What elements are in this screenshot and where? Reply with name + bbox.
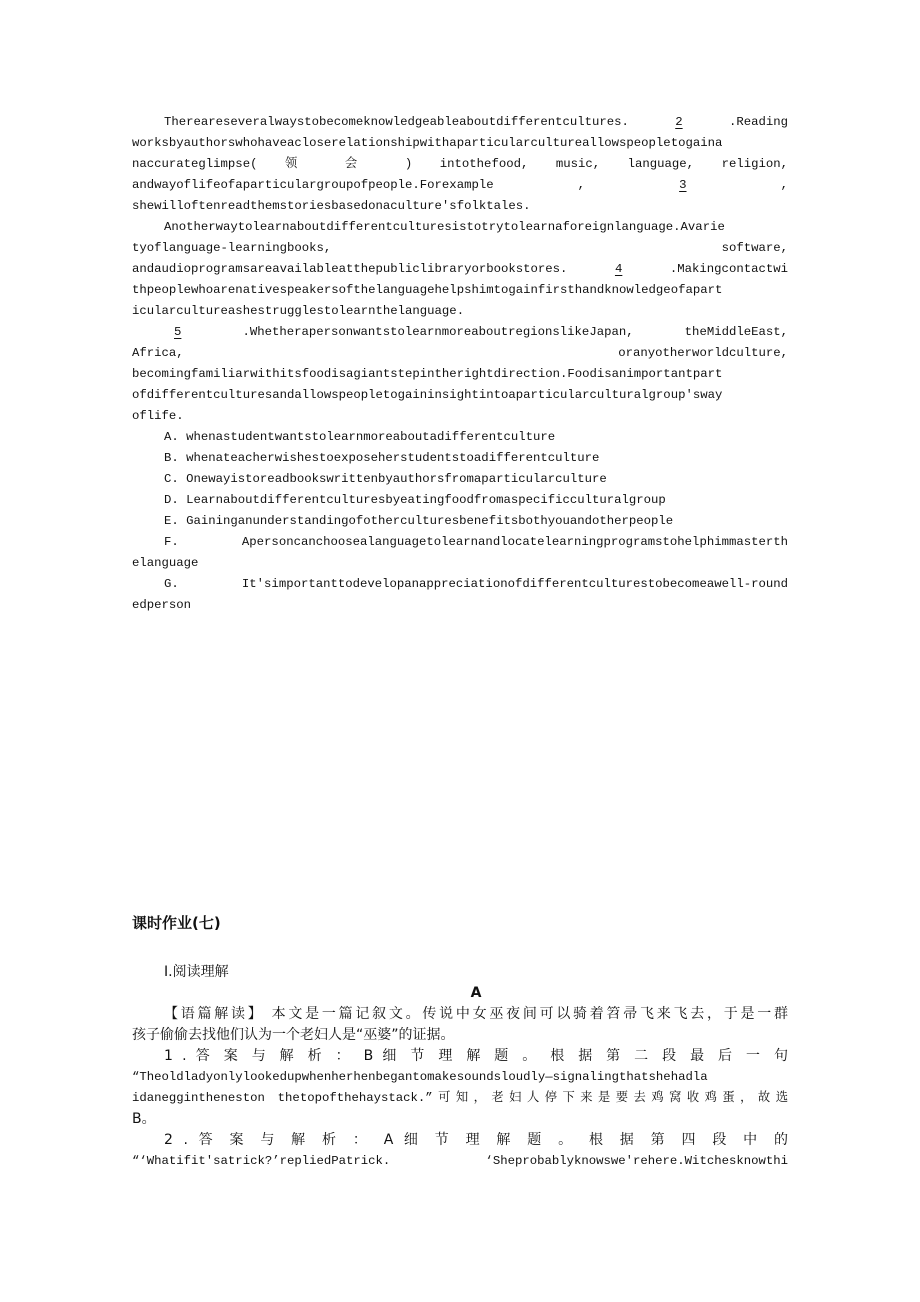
text-segment: “‘Whatifit'satrick?’repliedPatrick. ‘Sheprobablyknowswe'rehere.Witchesknowthi bbox=[132, 1154, 788, 1168]
text-segment: G. It'simportanttodevelopanappreciationofdifferentculturestobecomeawell-round bbox=[164, 577, 788, 591]
text-segment: B. whenateacherwishestoexposeherstudentstoadifferentculture bbox=[164, 451, 600, 465]
text-segment: shewilloftenreadthemstoriesbasedonaculture'sfolktales. bbox=[132, 199, 531, 213]
passage-line bbox=[132, 154, 788, 175]
passage-line bbox=[132, 259, 788, 280]
answer-line bbox=[164, 962, 788, 983]
answer-line bbox=[164, 1046, 788, 1067]
option-line bbox=[132, 595, 788, 616]
text-segment: icularcultureashestrugglestolearnthelanguage. bbox=[132, 304, 465, 318]
option-line bbox=[164, 574, 788, 595]
text-segment: C. Onewayistoreadbookswrittenbyauthorsfromaparticularculture bbox=[164, 472, 607, 486]
text-segment: becomingfamiliarwithitsfoodisagiantstepintherightdirection.Foodisanimportantpart bbox=[132, 367, 723, 381]
passage-line bbox=[164, 112, 788, 133]
text-segment: naccurateglimpse( 领 会 ) intothefood, music, language, religion, bbox=[132, 157, 788, 171]
text-segment: 【语篇解读】 本文是一篇记叙文。传说中女巫夜间可以骑着笤帚飞来飞去，于是一群 bbox=[164, 1006, 788, 1022]
passage-line bbox=[132, 343, 788, 364]
text-segment: thpeoplewhoarenativespeakersofthelanguagehelpshimtogainfirsthandknowledgeofapart bbox=[132, 283, 723, 297]
text-segment: andaudioprogramsareavailableatthepubliclibraryorbookstores. bbox=[132, 262, 568, 276]
text-segment: 孩子偷偷去找他们认为一个老妇人是“巫婆”的证据。 bbox=[132, 1027, 455, 1043]
text-segment: D. Learnaboutdifferentculturesbyeatingfoodfromaspecificculturalgroup bbox=[164, 493, 666, 507]
answer-line bbox=[164, 1004, 788, 1025]
text-segment: tyoflanguage-learningbooks, software, bbox=[132, 241, 788, 255]
text-segment: , bbox=[780, 178, 788, 192]
text-segment: ofdifferentculturesandallowspeopletogaininsightintoaparticularculturalgroup'sway bbox=[132, 388, 723, 402]
text-segment: elanguage bbox=[132, 556, 199, 570]
passage-line bbox=[132, 301, 788, 322]
answer-line bbox=[132, 1088, 788, 1109]
blank-number: 3 bbox=[679, 178, 687, 192]
text-segment: Ⅰ.阅读理解 bbox=[164, 964, 229, 980]
answer-line bbox=[164, 1130, 788, 1151]
text-segment: Thereareseveralwaystobecomeknowledgeableaboutdifferentcultures. bbox=[164, 115, 629, 129]
option-line bbox=[164, 511, 788, 532]
text-segment: edperson bbox=[132, 598, 192, 612]
text-segment: F. Apersoncanchoosealanguagetolearnandlocatelearningprogramstohelphimmasterth bbox=[164, 535, 788, 549]
option-line bbox=[164, 532, 788, 553]
text-segment: .WhetherapersonwantstolearnmoreaboutregionslikeJapan, theMiddleEast, bbox=[242, 325, 788, 339]
answer-line bbox=[132, 1109, 788, 1130]
blank-number: 2 bbox=[675, 115, 683, 129]
text-segment: A bbox=[470, 985, 482, 1001]
blank-number: 4 bbox=[614, 262, 623, 276]
text-segment: “Theoldladyonlylookedupwhenherhenbegantomakesoundsloudly—signalingthatshehadla bbox=[132, 1070, 708, 1084]
passage-line bbox=[132, 238, 788, 259]
answer-line bbox=[132, 983, 820, 1004]
text-segment: andwayoflifeofaparticulargroupofpeople.Forexample , bbox=[132, 178, 586, 192]
text-segment: .Makingcontactwi bbox=[669, 262, 788, 276]
answer-line bbox=[132, 1067, 788, 1088]
passage-line bbox=[132, 280, 788, 301]
text-segment: .Reading bbox=[728, 115, 788, 129]
text-segment: E. Gaininganunderstandingofotherculturesbenefitsbothyouandotherpeople bbox=[164, 514, 674, 528]
passage-line bbox=[164, 217, 788, 238]
passage-line bbox=[132, 364, 788, 385]
passage-line bbox=[132, 133, 788, 154]
answer-line bbox=[132, 1025, 788, 1046]
passage-line bbox=[132, 196, 788, 217]
text-segment: worksbyauthorswhohaveacloserelationshipwithaparticularcultureallowspeopletogaina bbox=[132, 136, 723, 150]
section-title: 课时作业(七) bbox=[132, 914, 221, 932]
text-segment: 2 . 答 案 与 解 析 ： A 细 节 理 解 题 。 根 据 第 四 段 中 的 bbox=[164, 1132, 788, 1148]
text-segment: idaneggintheneston thetopofthehaystack.”可知，老妇人停下来是要去鸡窝收鸡蛋，故选 bbox=[132, 1091, 788, 1105]
text-segment: Africa, oranyotherworldculture, bbox=[132, 346, 788, 360]
passage-line bbox=[132, 175, 788, 196]
option-line bbox=[132, 553, 788, 574]
text-segment: oflife. bbox=[132, 409, 184, 423]
answer-line bbox=[132, 1151, 788, 1172]
option-line bbox=[164, 469, 788, 490]
passage-line bbox=[132, 406, 788, 427]
option-line bbox=[164, 448, 788, 469]
text-segment: B。 bbox=[132, 1111, 156, 1127]
option-line bbox=[164, 490, 788, 511]
option-line bbox=[164, 427, 788, 448]
text-segment: A. whenastudentwantstolearnmoreaboutadifferentculture bbox=[164, 430, 556, 444]
passage-line bbox=[164, 322, 788, 343]
text-segment: Anotherwaytolearnaboutdifferentculturesistotrytolearnaforeignlanguage.Avarie bbox=[164, 220, 725, 234]
blank-number: 5 bbox=[174, 325, 182, 339]
passage-line bbox=[132, 385, 788, 406]
text-segment: 1 . 答 案 与 解 析 ： B 细 节 理 解 题 。 根 据 第 二 段 最 后 一 句 bbox=[164, 1048, 788, 1064]
